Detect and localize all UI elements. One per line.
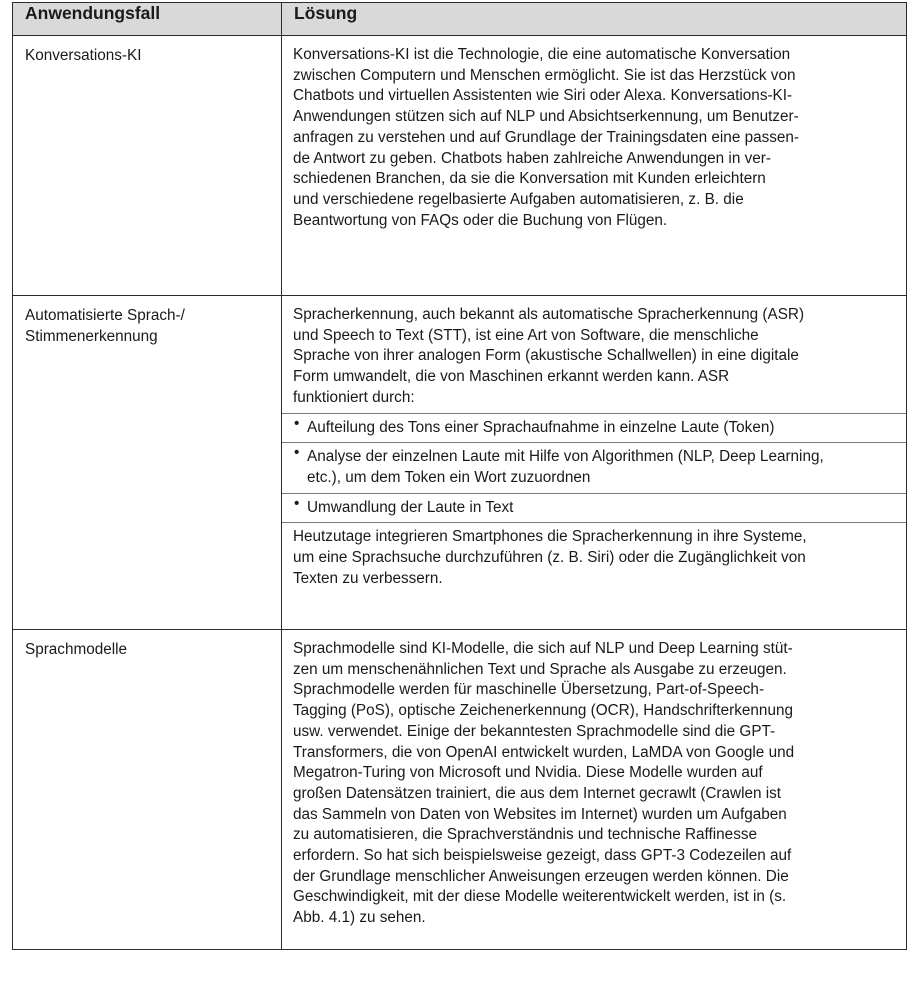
table-row: [13, 630, 907, 950]
use-case-name: [13, 36, 282, 296]
use-case-table: [12, 2, 907, 950]
text-line: zu automatisieren, die Sprachverständnis und technische Raffinesse: [293, 826, 757, 844]
table-header-row: [13, 3, 907, 36]
text-line: großen Datensätzen trainiert, die aus dem Internet gecrawlt (Crawlen ist: [293, 784, 782, 802]
list-item: [293, 414, 896, 439]
text-line: Sprache von ihrer analogen Form (akustische Schallwellen) in eine digitale: [293, 347, 799, 365]
list-item-text: • Aufteilung des Tons einer Sprachaufnahme in einzelne Laute (Token): [307, 418, 775, 436]
text-line: Sprachmodelle werden für maschinelle Übersetzung, Part-of-Speech-: [293, 681, 765, 699]
table-row: [13, 296, 907, 630]
solution-text: [293, 45, 896, 231]
table-row: [13, 36, 907, 296]
use-case-name: [13, 296, 282, 630]
text-line: und verschiedene regelbasierte Aufgaben automatisieren, z. B. die: [293, 190, 744, 208]
header-loesung: Lösung: [282, 3, 907, 36]
text-line: Beantwortung von FAQs oder die Buchung von Flügen.: [293, 211, 668, 229]
use-case-label: Automatisierte Sprach-/: [25, 307, 185, 324]
text-line: zwischen Computern und Menschen ermöglicht. Sie ist das Herzstück von: [293, 66, 796, 84]
text-line: Texten zu verbessern.: [293, 569, 443, 587]
text-line: usw. verwendet. Einige der bekanntesten Sprachmodelle sind die GPT-: [293, 722, 776, 740]
solution-intro: [293, 305, 896, 409]
text-line: Chatbots und virtuellen Assistenten wie Siri oder Alexa. Konversations-KI-: [293, 87, 793, 105]
list-item-text: etc.), um dem Token ein Wort zuzuordnen: [307, 468, 591, 486]
use-case-label: Sprachmodelle: [25, 641, 128, 658]
text-line: funktioniert durch:: [293, 388, 415, 406]
use-case-label: Stimmenerkennung: [25, 327, 158, 345]
text-line: und Speech to Text (STT), ist eine Art von Software, die menschliche: [293, 326, 759, 344]
text-line: Konversations-KI ist die Technologie, die eine automatische Konversation: [293, 46, 791, 63]
solution-outro: [293, 523, 896, 589]
text-line: zen um menschenähnlichen Text und Sprache als Ausgabe zu erzeugen.: [293, 660, 787, 678]
text-line: Heutzutage integrieren Smartphones die Spracherkennung in ihre Systeme,: [293, 528, 807, 546]
text-line: um eine Sprachsuche durchzuführen (z. B. Siri) oder die Zugänglichkeit von: [293, 549, 806, 567]
text-line: erfordern. So hat sich beispielsweise gezeigt, dass GPT-3 Codezeilen auf: [293, 847, 792, 865]
list-item: [293, 443, 896, 488]
solution-cell: [282, 296, 907, 630]
text-line: schiedenen Branchen, da sie die Konversation mit Kunden erleichtern: [293, 170, 766, 188]
text-line: Anwendungen stützen sich auf NLP und Absichtserkennung, um Benutzer-: [293, 108, 799, 126]
text-line: Geschwindigkeit, mit der diese Modelle weiterentwickelt werden, ist in (s.: [293, 888, 787, 906]
text-line: Tagging (PoS), optische Zeichenerkennung (OCR), Handschrifterkennung: [293, 702, 793, 720]
text-line: Spracherkennung, auch bekannt als automatische Spracherkennung (ASR): [293, 306, 805, 323]
text-line: Abb. 4.1) zu sehen.: [293, 909, 426, 927]
text-line: Sprachmodelle sind KI-Modelle, die sich auf NLP und Deep Learning stüt-: [293, 640, 793, 657]
text-line: der Grundlage menschlicher Anweisungen erzeugen werden können. Die: [293, 867, 789, 885]
solution-cell: [282, 630, 907, 950]
solution-cell: [282, 36, 907, 296]
text-line: de Antwort zu geben. Chatbots haben zahlreiche Anwendungen in ver-: [293, 149, 771, 167]
list-item-text: • Umwandlung der Laute in Text: [307, 498, 514, 516]
text-line: Megatron-Turing von Microsoft und Nvidia. Diese Modelle wurden auf: [293, 764, 763, 782]
use-case-label: Konversations-KI: [25, 47, 142, 64]
text-line: anfragen zu verstehen und auf Grundlage der Trainingsdaten eine passen-: [293, 128, 799, 146]
text-line: das Sammeln von Daten von Websites im Internet) wurden um Aufgaben: [293, 805, 787, 823]
list-item: [293, 494, 896, 519]
header-anwendungsfall: Anwendungsfall: [13, 3, 282, 36]
list-item-text: • Analyse der einzelnen Laute mit Hilfe von Algorithmen (NLP, Deep Learning,: [307, 448, 824, 466]
text-line: Transformers, die von OpenAI entwickelt wurden, LaMDA von Google und: [293, 743, 795, 761]
solution-text: [293, 639, 896, 929]
use-case-name: [13, 630, 282, 950]
text-line: Form umwandelt, die von Maschinen erkannt werden kann. ASR: [293, 368, 730, 386]
